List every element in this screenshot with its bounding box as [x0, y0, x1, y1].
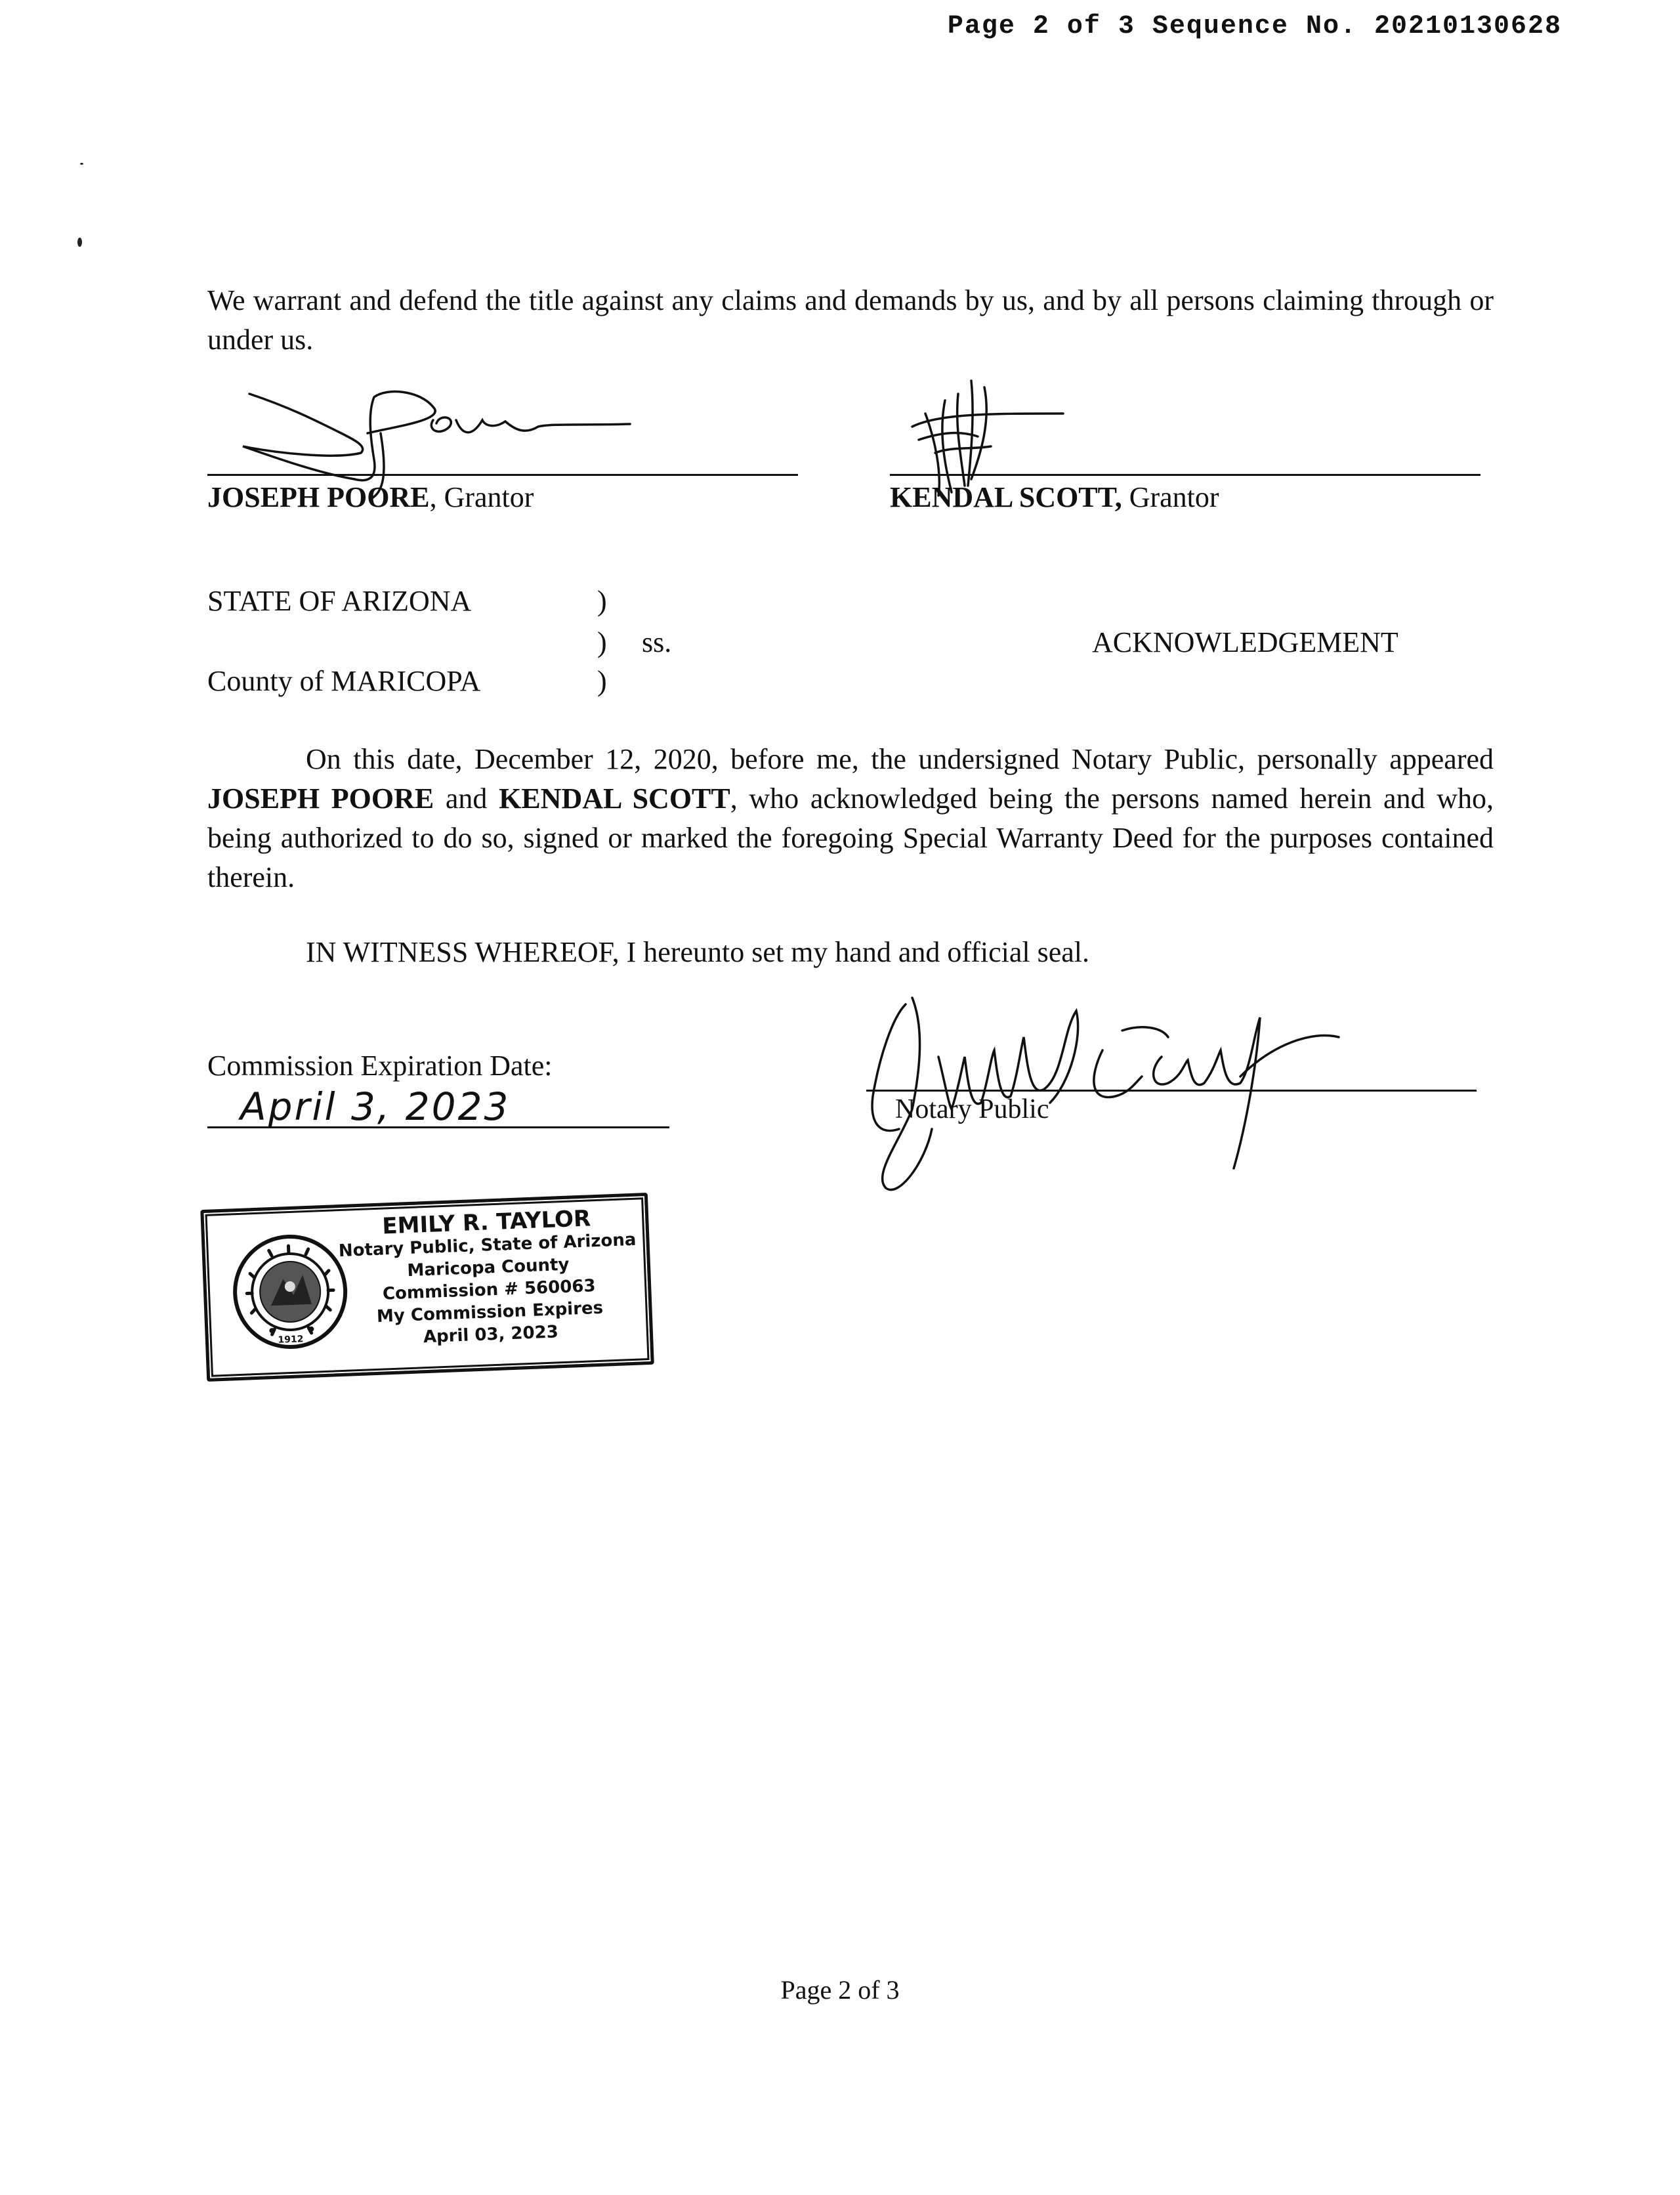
grantor-caption-1 [207, 480, 534, 514]
page-sequence-header: Page 2 of 3 Sequence No. 20210130628 [947, 12, 1562, 41]
ack-text-b: , who acknowledged being the persons named herein and who, being authorized to do so, signed or marked the foregoing Special Warranty Deed for the purposes contained therein. [207, 782, 1494, 893]
venue-paren-2: ) [597, 626, 607, 658]
stamp-notary-title: Notary Public, State of Arizona [338, 1229, 637, 1262]
venue-paren-3: ) [597, 665, 607, 697]
stamp-expiration-date: April 03, 2023 [423, 1322, 559, 1348]
venue-paren-1: ) [597, 585, 607, 617]
stamp-text-block [332, 1204, 646, 1352]
grantor-signature-line-2 [890, 474, 1480, 476]
stamp-county: Maricopa County [406, 1254, 570, 1281]
ack-name-1: JOSEPH POORE [207, 782, 434, 815]
notary-signature-line [866, 1090, 1477, 1092]
acknowledgement-paragraph [207, 740, 1494, 897]
commission-date-line [207, 1126, 669, 1128]
ack-text-a: On this date, December 12, 2020, before me, the undersigned Notary Public, personally appeared [306, 743, 1494, 775]
ack-and: and [434, 782, 499, 815]
grantor-signature-line-1 [207, 474, 798, 476]
notary-stamp [200, 1193, 652, 1380]
stamp-notary-name: EMILY R. TAYLOR [381, 1205, 591, 1240]
grantor-role-2: Grantor [1122, 481, 1219, 513]
grantor-caption-2 [890, 480, 1219, 514]
witness-statement: IN WITNESS WHEREOF, I hereunto set my hand and official seal. [306, 936, 1090, 968]
venue-state: STATE OF ARIZONA [207, 585, 472, 617]
grantor-name-1: JOSEPH POORE [207, 481, 430, 513]
scan-mark [80, 163, 83, 165]
warranty-paragraph: We warrant and defend the title against any claims and demands by us, and by all persons claiming through or under us. [207, 284, 1494, 356]
stamp-expires-label: My Commission Expires [376, 1298, 604, 1327]
notary-caption: Notary Public [895, 1094, 1049, 1124]
commission-label: Commission Expiration Date: [207, 1050, 553, 1082]
acknowledgement-title: ACKNOWLEDGEMENT [1092, 626, 1398, 658]
grantor-role-1: , Grantor [429, 481, 534, 513]
commission-handwritten-date: April 3, 2023 [240, 1084, 511, 1129]
venue-county: County of MARICOPA [207, 665, 481, 697]
venue-ss: ss. [642, 626, 672, 658]
grantor-name-2: KENDAL SCOTT, [890, 481, 1122, 513]
stamp-commission-number: Commission # 560063 [382, 1276, 597, 1304]
ack-name-2: KENDAL SCOTT [499, 782, 730, 815]
scan-mark [77, 238, 82, 247]
page-footer: Page 2 of 3 [780, 1975, 900, 2005]
stamp-seal-year: 1912 [278, 1334, 304, 1346]
